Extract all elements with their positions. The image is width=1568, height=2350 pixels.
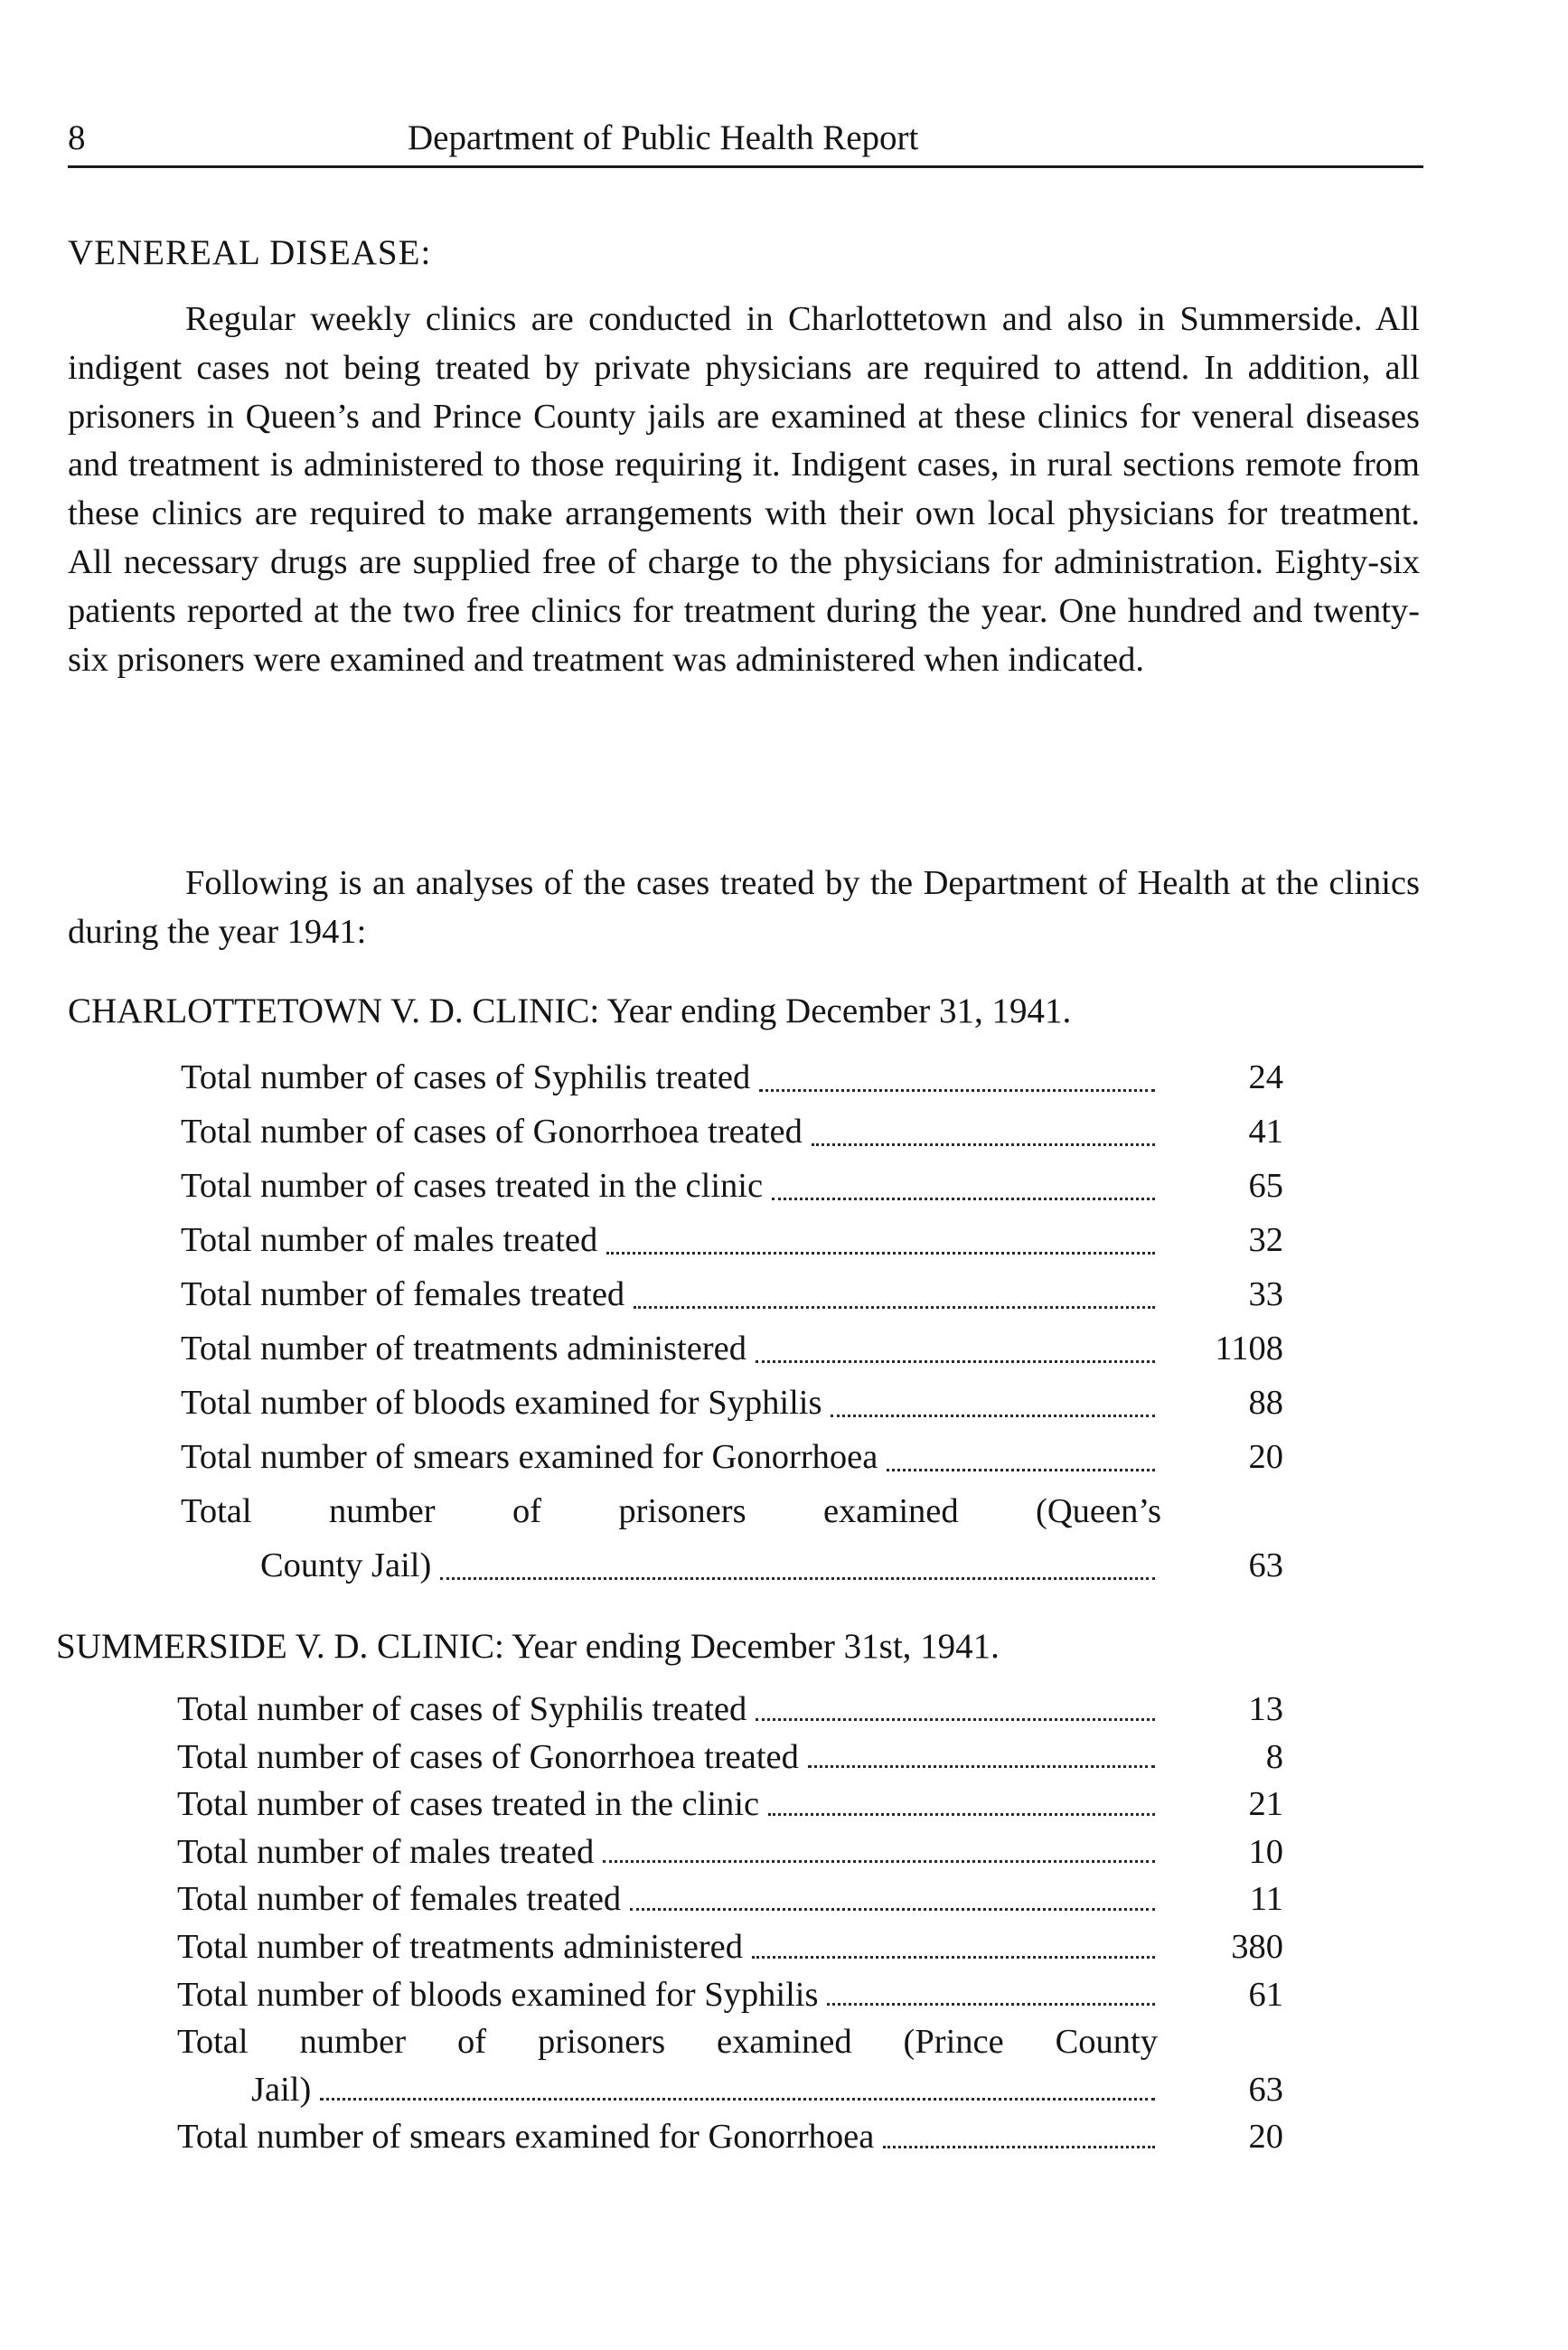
stat-value: 8: [1265, 1737, 1283, 1776]
stat-row: [181, 1050, 1283, 1104]
stats-list-charlottetown: [181, 1050, 1283, 1593]
dot-leader: [808, 1765, 1155, 1768]
stat-row: [181, 1430, 1283, 1484]
stat-value: 32: [1248, 1221, 1283, 1259]
stat-value: 65: [1248, 1167, 1283, 1205]
body-paragraph: Regular weekly clinics are conducted in Charlottetown and also in Summerside. All indigent cases not being treated by private physicians are required to attend. In addition, all prisoners in Queen’s and Prince County jails are examined at these clinics for veneral diseases and treatment is administered to those requiring it. Indigent cases, in rural sections remote from these clinics are required to make arrangements with their own local physicians for treatment. All necessary drugs are supplied free of charge to the physicians for administration. Eighty-six patients reported at the two free clinics for treatment during the year. One hundred and twenty-six prisoners were examined and treatment was administered when indicated.: [68, 300, 1420, 679]
stat-label: Total number of cases treated in the clinic: [177, 1785, 760, 1824]
stat-label: Total number of bloods examined for Syphilis: [181, 1384, 822, 1422]
stat-value: 33: [1248, 1275, 1283, 1313]
intro-paragraph: Following is an analyses of the cases treated by the Department of Health at the clinics during the year 1941:: [68, 864, 1420, 951]
stat-row: [181, 1213, 1283, 1267]
stat-label: Total number of treatments administered: [181, 1330, 746, 1368]
stats-list-summerside: [177, 1686, 1283, 2161]
page-number: 8: [68, 118, 86, 157]
running-header: [68, 116, 1423, 163]
stat-label-continuation-line: [181, 1538, 1283, 1593]
dot-leader: [887, 1469, 1155, 1471]
dot-leader: [883, 2146, 1155, 2148]
stat-label: Total number of cases treated in the clinic: [181, 1167, 764, 1205]
dot-leader: [320, 2098, 1155, 2101]
stat-label: Total number of cases of Gonorrhoea treated: [177, 1737, 799, 1776]
stat-row: [181, 1104, 1283, 1159]
dot-leader: [752, 1956, 1155, 1959]
dot-leader: [634, 1306, 1155, 1309]
stat-label: Total number of smears examined for Gonorrhoea: [177, 2118, 875, 2157]
stat-value: 63: [1248, 1546, 1283, 1584]
stat-row: [177, 1875, 1283, 1923]
dot-leader: [756, 1718, 1155, 1721]
stat-row: [177, 1971, 1283, 2019]
stat-label-continuation: County Jail): [260, 1546, 432, 1584]
stat-value: 10: [1248, 1832, 1283, 1871]
clinic-heading-summerside: SUMMERSIDE V. D. CLINIC: Year ending December 31st, 1941.: [56, 1627, 1000, 1666]
stat-value: 20: [1248, 1438, 1283, 1476]
stat-row: [181, 1267, 1283, 1321]
stat-row: [177, 2018, 1283, 2113]
stat-label-continuation: Jail): [251, 2070, 312, 2109]
dot-leader: [440, 1577, 1155, 1580]
stat-value: 21: [1248, 1785, 1283, 1824]
stat-label: Total number of prisoners examined (Queen’s: [181, 1492, 1161, 1530]
stat-row: [177, 1781, 1283, 1828]
stat-value: 24: [1248, 1058, 1283, 1096]
dot-leader: [603, 1860, 1155, 1863]
stat-label: Total number of females treated: [177, 1880, 622, 1919]
stat-label: Total number of cases of Syphilis treated: [181, 1058, 751, 1096]
stat-label: Total number of females treated: [181, 1275, 625, 1313]
stat-row: [181, 1159, 1283, 1213]
stat-value: 63: [1248, 2070, 1283, 2109]
dot-leader: [630, 1908, 1155, 1911]
dot-leader: [768, 1813, 1155, 1816]
stat-row: [181, 1321, 1283, 1376]
stat-label: Total number of cases of Gonorrhoea treated: [181, 1113, 803, 1151]
dot-leader: [812, 1143, 1155, 1146]
stat-value: 1108: [1215, 1330, 1283, 1368]
dot-leader: [772, 1198, 1155, 1200]
clinic-heading-charlottetown: CHARLOTTETOWN V. D. CLINIC: Year ending December 31, 1941.: [68, 992, 1072, 1030]
stat-row: [177, 1828, 1283, 1876]
stat-row: [177, 2113, 1283, 2161]
stat-value: 13: [1248, 1690, 1283, 1728]
stat-value: 61: [1248, 1975, 1283, 2014]
stat-value: 11: [1249, 1880, 1283, 1919]
stat-label: Total number of prisoners examined (Prince County: [177, 2023, 1158, 2062]
dot-leader: [831, 1415, 1155, 1417]
stat-label-continuation-line: [177, 2066, 1283, 2114]
stat-label: Total number of treatments administered: [177, 1927, 743, 1966]
stat-row: [181, 1376, 1283, 1430]
section-heading: VENEREAL DISEASE:: [68, 233, 432, 272]
running-title: Department of Public Health Report: [408, 118, 919, 157]
dot-leader: [827, 2003, 1155, 2006]
stat-value: 41: [1248, 1113, 1283, 1151]
dot-leader: [759, 1089, 1155, 1092]
stat-label: Total number of males treated: [177, 1832, 595, 1871]
header-rule: [68, 165, 1423, 168]
stat-row: [177, 1923, 1283, 1971]
dot-leader: [756, 1360, 1155, 1363]
stat-value: 380: [1231, 1927, 1283, 1966]
dot-leader: [606, 1252, 1155, 1255]
stat-label: Total number of cases of Syphilis treated: [177, 1690, 747, 1728]
stat-label: Total number of bloods examined for Syphilis: [177, 1975, 819, 2014]
stat-value: 88: [1248, 1384, 1283, 1422]
stat-value: 20: [1248, 2118, 1283, 2157]
stat-row: [177, 1734, 1283, 1781]
stat-row: [181, 1484, 1283, 1593]
stat-row: [177, 1686, 1283, 1734]
stat-label: Total number of smears examined for Gonorrhoea: [181, 1438, 878, 1476]
stat-label: Total number of males treated: [181, 1221, 598, 1259]
